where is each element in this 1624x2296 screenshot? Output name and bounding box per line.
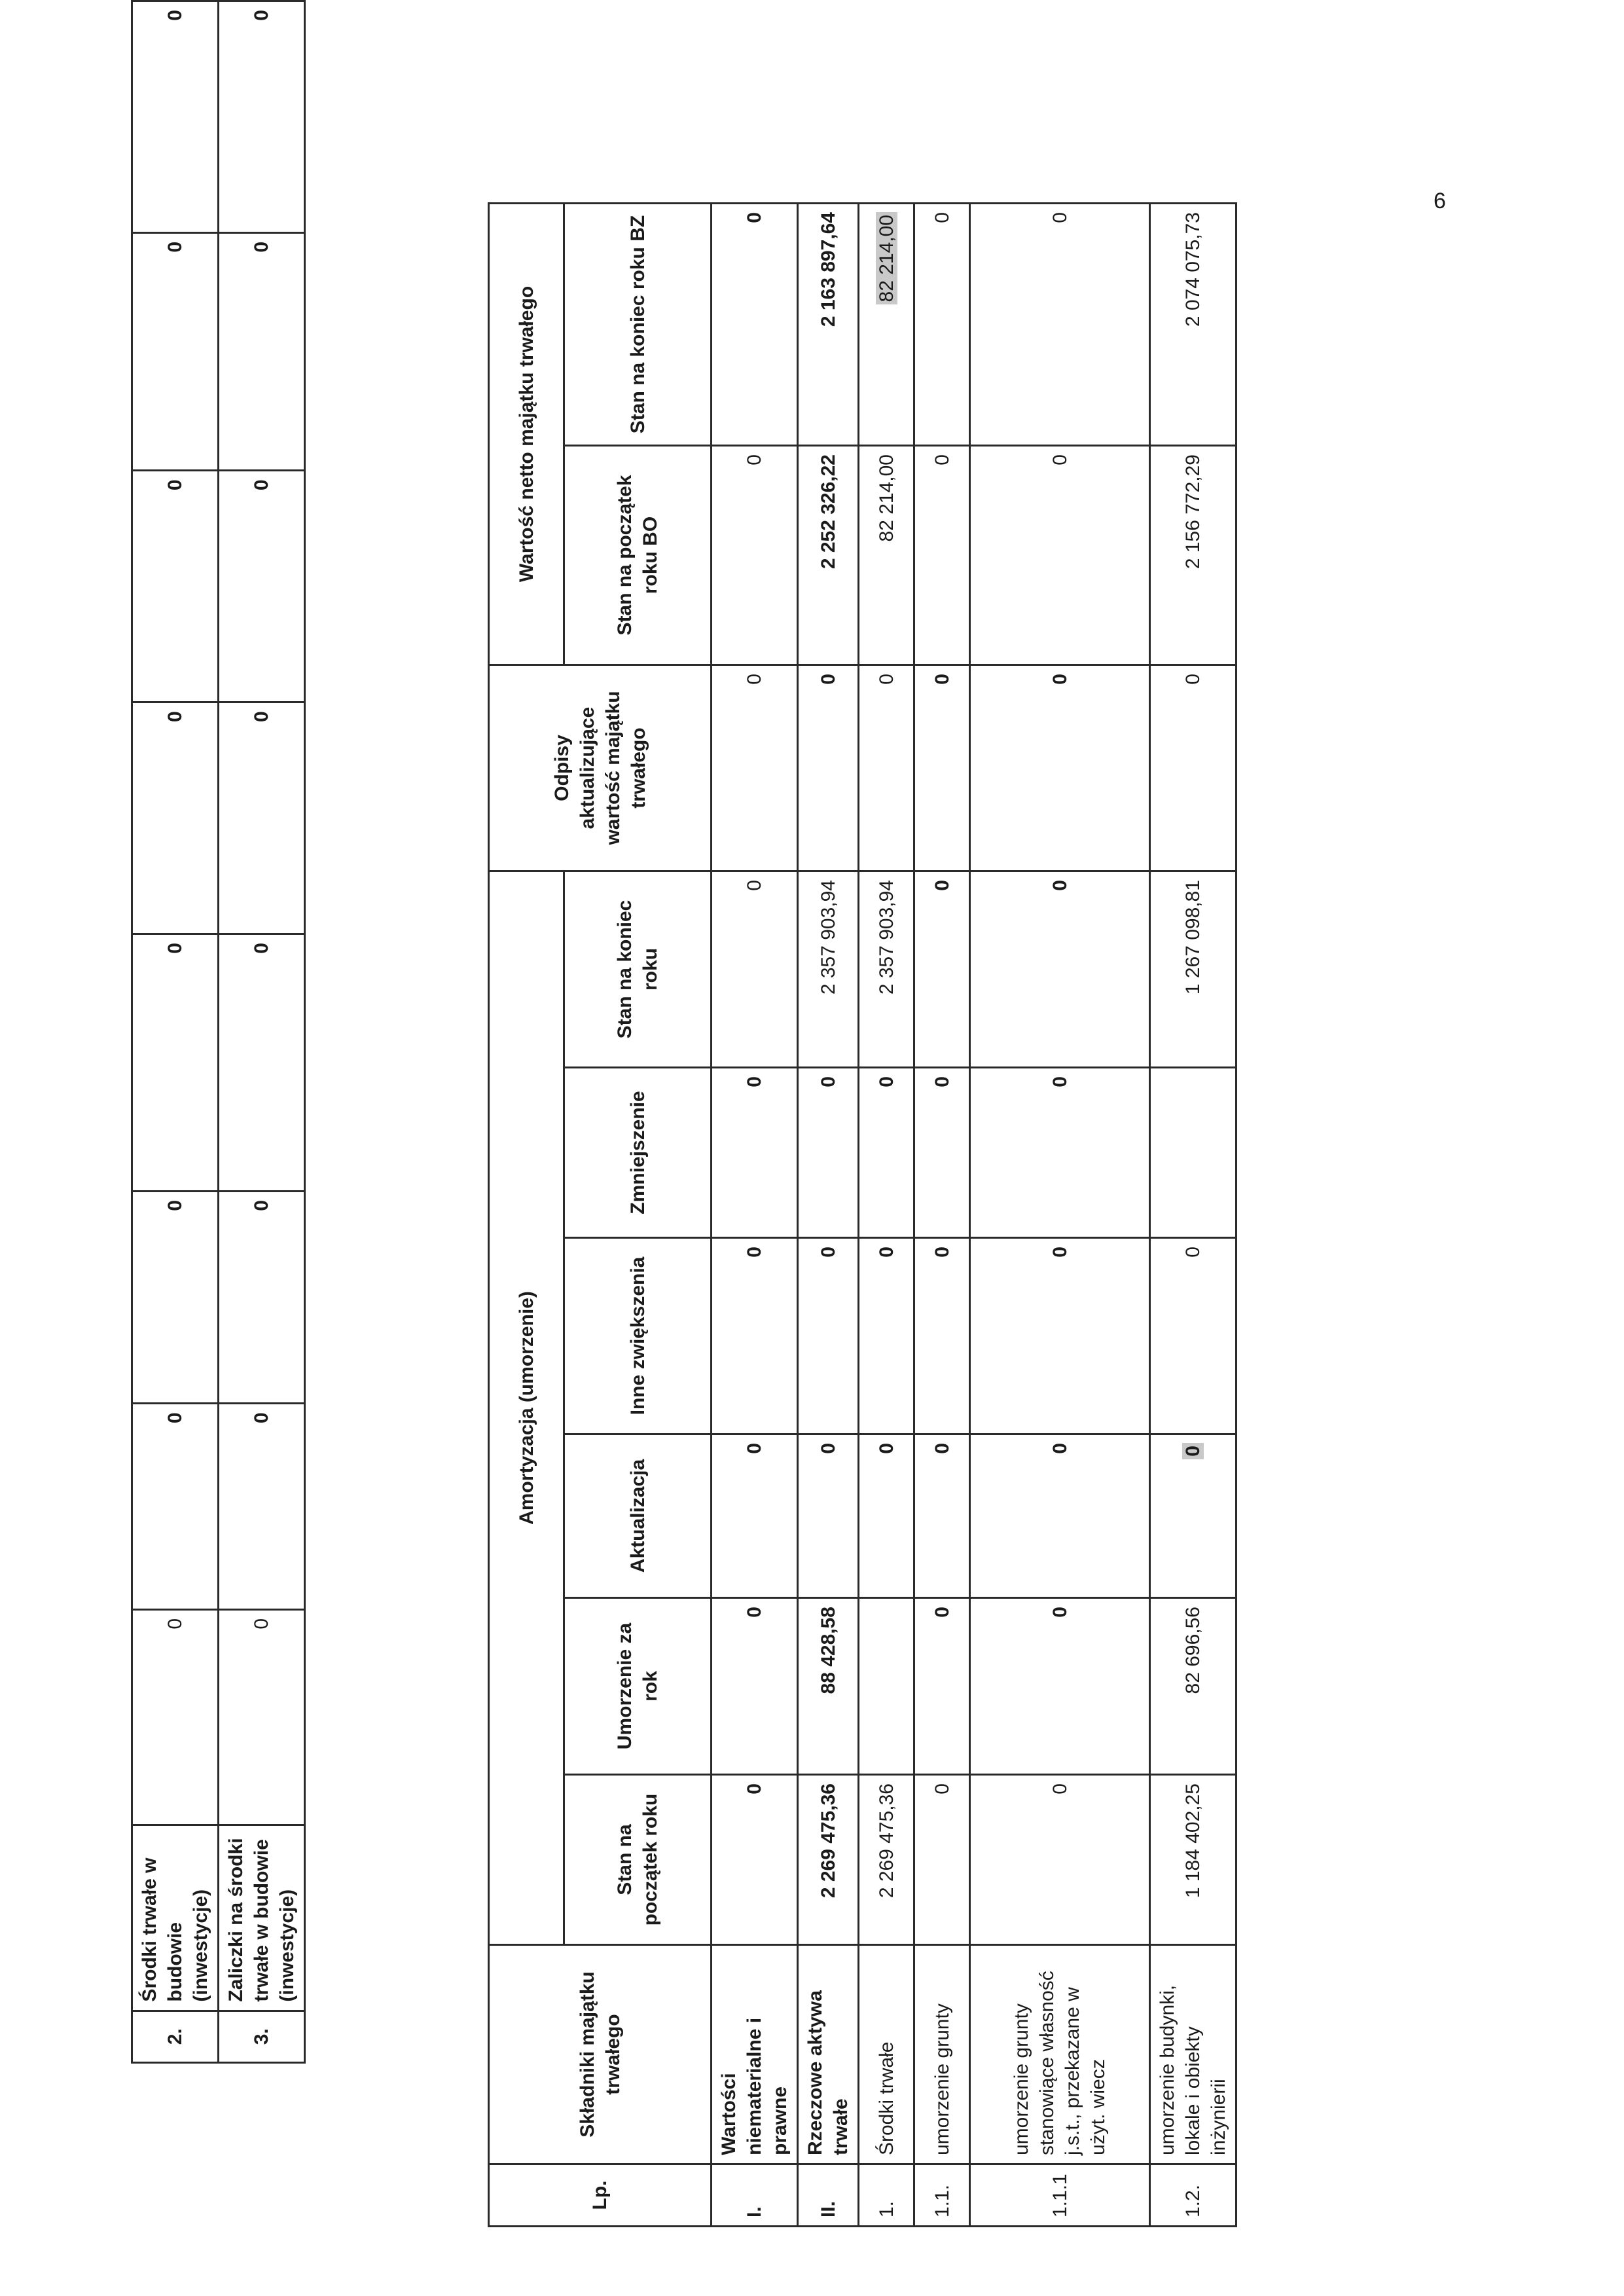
table-row bbox=[1150, 204, 1236, 2227]
value-cell: 0 bbox=[798, 665, 859, 871]
value-cell: 0 bbox=[132, 1609, 219, 1825]
lp-cell: 1.2. bbox=[1150, 2164, 1236, 2227]
wartosc-netto-header: Wartość netto majątku trwałego bbox=[489, 204, 564, 665]
value-cell: 0 bbox=[132, 471, 219, 702]
value-cell: 0 bbox=[132, 934, 219, 1192]
value-cell: 0 bbox=[798, 1434, 859, 1598]
value-cell: 0 bbox=[970, 665, 1150, 871]
value-cell bbox=[1150, 1068, 1236, 1238]
header-row bbox=[564, 204, 712, 2227]
odpisy-header: Odpisy aktualizujące wartość majątku trwałego bbox=[489, 665, 712, 871]
value-cell: 0 bbox=[970, 204, 1150, 446]
lp-header: Lp. bbox=[489, 2164, 712, 2227]
value-cell: 88 428,58 bbox=[798, 1598, 859, 1775]
value-cell: 0 bbox=[914, 1775, 970, 1945]
lp-cell: 1.1.1 bbox=[970, 2164, 1150, 2227]
value-cell: 2 357 903,94 bbox=[798, 871, 859, 1068]
table-row bbox=[712, 204, 798, 2227]
value-cell: 0 bbox=[798, 1068, 859, 1238]
stan-poczatek-header: Stan na początek roku bbox=[564, 1775, 712, 1945]
amortization-table bbox=[488, 202, 1237, 2227]
netto-bz-header: Stan na koniec roku BZ bbox=[564, 204, 712, 446]
value-cell: 0 bbox=[914, 1238, 970, 1434]
value-cell: 0 bbox=[798, 1238, 859, 1434]
value-cell: 0 bbox=[970, 1434, 1150, 1598]
name-cell: Środki trwałe w budowie (inwestycje) bbox=[132, 1825, 219, 2011]
value-cell: 0 bbox=[970, 446, 1150, 665]
name-cell: Rzeczowe aktywa trwałe bbox=[798, 1945, 859, 2164]
page-number: 6 bbox=[1434, 189, 1446, 214]
value-cell: 0 bbox=[859, 1238, 914, 1434]
value-cell: 0 bbox=[970, 1598, 1150, 1775]
value-cell: 0 bbox=[132, 1192, 219, 1404]
value-cell bbox=[859, 1598, 914, 1775]
value-cell: 0 bbox=[219, 1404, 305, 1610]
amortyzacja-header: Amortyzacja (umorzenie) bbox=[489, 871, 564, 1945]
value-cell: 0 bbox=[914, 1598, 970, 1775]
value-cell: 0 bbox=[1150, 665, 1236, 871]
value-cell: 0 bbox=[914, 665, 970, 871]
highlighted-value: 82 214,00 bbox=[876, 212, 897, 304]
value-cell: 0 bbox=[914, 1434, 970, 1598]
table-row bbox=[970, 204, 1150, 2227]
value-cell bbox=[859, 204, 914, 446]
value-cell: 2 269 475,36 bbox=[798, 1775, 859, 1945]
value-cell: 0 bbox=[132, 1404, 219, 1610]
value-cell: 0 bbox=[970, 1068, 1150, 1238]
value-cell: 0 bbox=[970, 1238, 1150, 1434]
value-cell: 0 bbox=[859, 1434, 914, 1598]
value-cell: 0 bbox=[219, 1, 305, 233]
value-cell: 0 bbox=[219, 1192, 305, 1404]
lp-cell: I. bbox=[712, 2164, 798, 2227]
lp-cell: II. bbox=[798, 2164, 859, 2227]
value-cell: 0 bbox=[914, 1068, 970, 1238]
header-row bbox=[489, 204, 564, 2227]
zmniejszenie-header: Zmniejszenie bbox=[564, 1068, 712, 1238]
value-cell: 2 252 326,22 bbox=[798, 446, 859, 665]
value-cell: 0 bbox=[712, 204, 798, 446]
value-cell: 0 bbox=[712, 1238, 798, 1434]
value-cell: 0 bbox=[914, 871, 970, 1068]
stan-koniec-header: Stan na koniec roku bbox=[564, 871, 712, 1068]
value-cell: 0 bbox=[859, 1068, 914, 1238]
lp-cell: 1. bbox=[859, 2164, 914, 2227]
name-cell: umorzenie grunty bbox=[914, 1945, 970, 2164]
lp-cell: 1.1. bbox=[914, 2164, 970, 2227]
value-cell: 0 bbox=[219, 232, 305, 471]
value-cell: 0 bbox=[914, 446, 970, 665]
value-cell: 0 bbox=[712, 1434, 798, 1598]
value-cell: 2 074 075,73 bbox=[1150, 204, 1236, 446]
value-cell: 0 bbox=[219, 702, 305, 934]
aktualizacja-header: Aktualizacja bbox=[564, 1434, 712, 1598]
umorzenie-header: Umorzenie za rok bbox=[564, 1598, 712, 1775]
value-cell: 82 214,00 bbox=[859, 446, 914, 665]
value-cell: 0 bbox=[132, 1, 219, 233]
value-cell: 1 184 402,25 bbox=[1150, 1775, 1236, 1945]
value-cell: 0 bbox=[219, 934, 305, 1192]
value-cell: 2 163 897,64 bbox=[798, 204, 859, 446]
name-cell: Wartości niematerialne i prawne bbox=[712, 1945, 798, 2164]
value-cell: 0 bbox=[712, 1598, 798, 1775]
value-cell: 2 357 903,94 bbox=[859, 871, 914, 1068]
table-row bbox=[798, 204, 859, 2227]
name-cell: Środki trwałe bbox=[859, 1945, 914, 2164]
value-cell: 2 269 475,36 bbox=[859, 1775, 914, 1945]
value-cell: 0 bbox=[712, 1775, 798, 1945]
table-row bbox=[859, 204, 914, 2227]
value-cell: 0 bbox=[132, 232, 219, 471]
table-row bbox=[219, 1, 305, 2063]
name-header: Składniki majątku trwałego bbox=[489, 1945, 712, 2164]
value-cell: 0 bbox=[859, 665, 914, 871]
top-table bbox=[131, 0, 306, 2064]
value-cell: 1 267 098,81 bbox=[1150, 871, 1236, 1068]
highlighted-value: 0 bbox=[1182, 1443, 1204, 1459]
value-cell: 0 bbox=[1150, 1238, 1236, 1434]
value-cell: 0 bbox=[712, 871, 798, 1068]
value-cell: 2 156 772,29 bbox=[1150, 446, 1236, 665]
value-cell: 0 bbox=[712, 665, 798, 871]
table-row bbox=[914, 204, 970, 2227]
lp-cell: 3. bbox=[219, 2011, 305, 2062]
name-cell: umorzenie grunty stanowiące własność j.s.t., przekazane w użyt. wiecz bbox=[970, 1945, 1150, 2164]
name-cell: Zaliczki na środki trwałe w budowie (inwestycje) bbox=[219, 1825, 305, 2011]
inne-zwiekszenia-header: Inne zwiększenia bbox=[564, 1238, 712, 1434]
value-cell: 0 bbox=[219, 1609, 305, 1825]
value-cell: 0 bbox=[970, 1775, 1150, 1945]
netto-bo-header: Stan na początek roku BO bbox=[564, 446, 712, 665]
value-cell: 82 696,56 bbox=[1150, 1598, 1236, 1775]
name-cell: umorzenie budynki, lokale i obiekty inżynierii bbox=[1150, 1945, 1236, 2164]
value-cell: 0 bbox=[970, 871, 1150, 1068]
value-cell: 0 bbox=[712, 1068, 798, 1238]
value-cell: 0 bbox=[219, 471, 305, 702]
value-cell: 0 bbox=[132, 702, 219, 934]
value-cell bbox=[1150, 1434, 1236, 1598]
value-cell: 0 bbox=[712, 446, 798, 665]
table-row bbox=[132, 1, 219, 2063]
lp-cell: 2. bbox=[132, 2011, 219, 2062]
value-cell: 0 bbox=[914, 204, 970, 446]
